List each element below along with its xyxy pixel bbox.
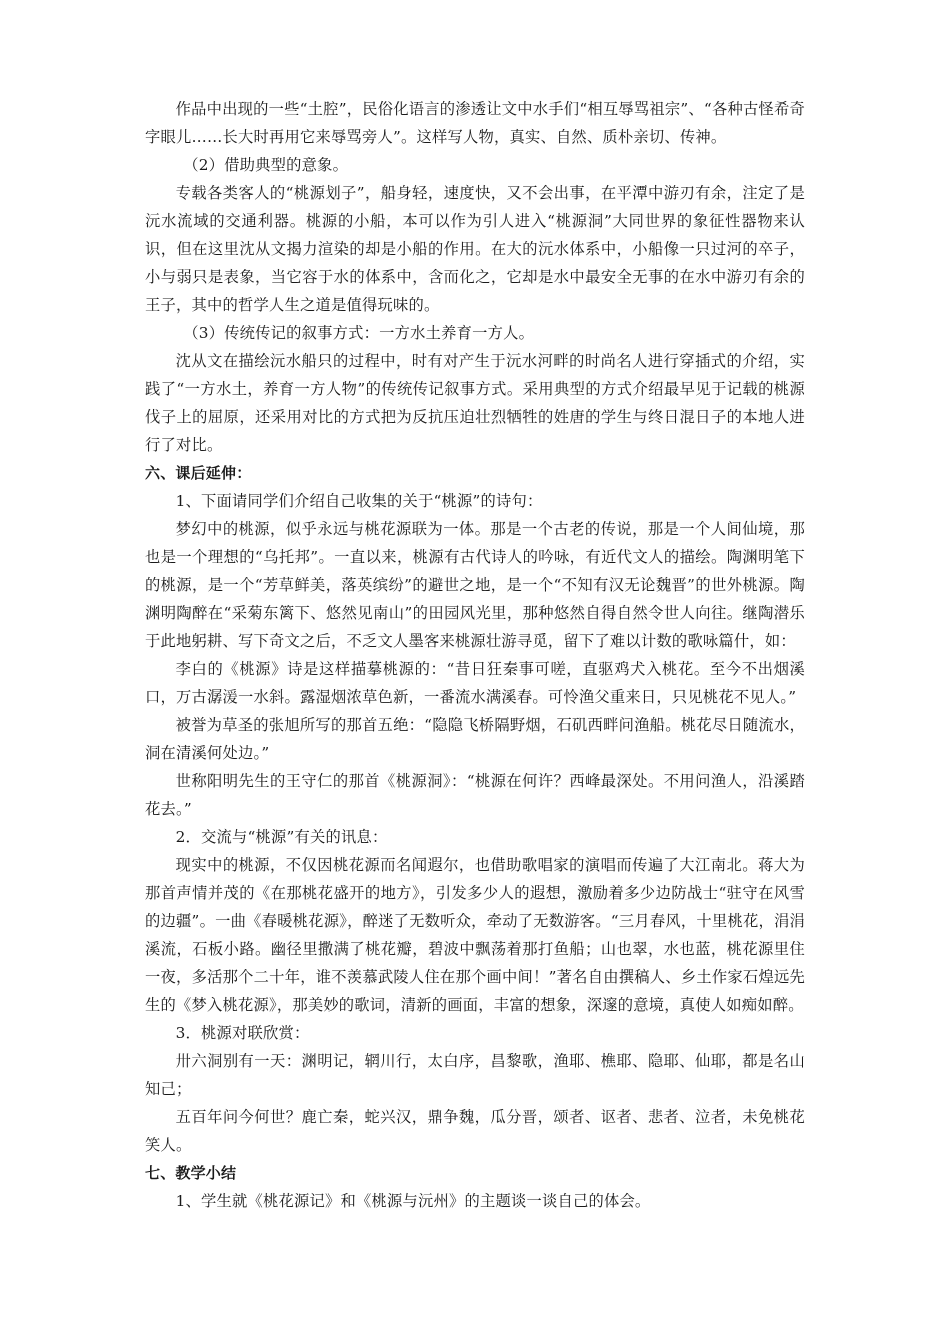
subheading-typical-imagery: （2）借助典型的意象。 (183, 156, 349, 174)
document-body (145, 95, 805, 1215)
paragraph-real-taoyuan: 现实中的桃源，不仅因桃花源而名闻遐尔，也借助歌唱家的演唱而传遍了大江南北。蒋大为那首声情并茂的《在那桃花盛开的地方》，引发多少人的遐想，激励着多少边防战士“驻守在风雪的边疆”。一曲《春暖桃花源》，醉迷了无数听众，牵动了无数游客。“三月春风，十里桃花，涓涓溪流，石板小路。幽径里撒满了桃花瓣，碧波中飘荡着那打鱼船；山也翠，水也蓝，桃花源里住一夜，多活那个二十年，谁不羡慕武陵人住在那个画中间！”著名自由撰稿人、乡土作家石煌远先生的《梦入桃花源》，那美妙的歌词，清新的画面，丰富的想象，深邃的意境，真使人如痴如醉。 (145, 856, 805, 1014)
paragraph-zhang-xu-poem: 被誉为草圣的张旭所写的那首五绝：“隐隐飞桥隔野烟，石矶西畔问渔船。桃花尽日随流水，洞在清溪何处边。” (145, 716, 805, 762)
paragraph-couplet-lower: 五百年问今何世？鹿亡秦，蛇兴汉，鼎争魏，瓜分晋，颂者、讴者、悲者、泣者，未免桃花笑人。 (145, 1108, 805, 1154)
paragraph-wang-shouren-poem: 世称阳明先生的王守仁的那首《桃源洞》：“桃源在何许？西峰最深处。不用问渔人，沿溪踏花去。” (145, 772, 805, 818)
subheading-narrative-style: （3）传统传记的叙事方式：一方水土养育一方人。 (183, 324, 535, 342)
paragraph-dialect-language: 作品中出现的一些“土腔”，民俗化语言的渗透让文中水手们“相互辱骂祖宗”、“各种古怪希奇字眼儿……长大时再用它来辱骂旁人”。这样写人物，真实、自然、质朴亲切、传神。 (145, 100, 805, 146)
paragraph-dream-taoyuan: 梦幻中的桃源，似乎永远与桃花源联为一体。那是一个古老的传说，那是一个人间仙境，那也是一个理想的“乌托邦”。一直以来，桃源有古代诗人的吟咏，有近代文人的描绘。陶渊明笔下的桃源，是一个“芳草鲜美，落英缤纷”的避世之地，是一个“不知有汉无论魏晋”的世外桃源。陶渊明陶醉在“采菊东篱下、悠然见南山”的田园风光里，那种悠然自得自然令世人向往。继陶潜乐于此地躬耕、写下奇文之后，不乏文人墨客来桃源壮游寻觅，留下了难以计数的歌咏篇什，如： (145, 520, 805, 650)
section-heading-extension: 六、课后延伸： (145, 464, 252, 482)
paragraph-task-1: 1、下面请同学们介绍自己收集的关于“桃源”的诗句： (175, 492, 543, 510)
paragraph-task-3: 3．桃源对联欣赏： (175, 1024, 310, 1042)
paragraph-couplet-upper: 卅六洞别有一天：渊明记，辋川行，太白序，昌黎歌，渔耶、樵耶、隐耶、仙耶，都是名山知己； (145, 1052, 805, 1098)
paragraph-taoyuan-boat: 专载各类客人的“桃源划子”，船身轻，速度快，又不会出事，在平潭中游刃有余，注定了是沅水流域的交通利器。桃源的小船，本可以作为引人进入“桃源洞”大同世界的象征性器物来认识，但在这里沈从文揭力渲染的却是小船的作用。在大的沅水体系中，小船像一只过河的卒子，小与弱只是表象，当它容于水的体系中，含而化之，它却是水中最安全无事的在水中游刃有余的王子，其中的哲学人生之道是值得玩味的。 (145, 184, 805, 314)
paragraph-li-bai-poem: 李白的《桃源》诗是这样描摹桃源的：“昔日狂秦事可嗟，直驱鸡犬入桃花。至今不出烟溪口，万古潺湲一水斜。露湿烟浓草色新，一番流水满溪春。可怜渔父重来日，只见桃花不见人。” (145, 660, 805, 706)
section-heading-summary: 七、教学小结 (145, 1164, 237, 1182)
paragraph-summary-task: 1、学生就《桃花源记》和《桃源与沅州》的主题谈一谈自己的体会。 (175, 1192, 651, 1210)
paragraph-task-2: 2．交流与“桃源”有关的讯息： (175, 828, 388, 846)
paragraph-shen-congwen-narration: 沈从文在描绘沅水船只的过程中，时有对产生于沅水河畔的时尚名人进行穿插式的介绍，实践了“一方水土，养育一方人物”的传统传记叙事方式。采用典型的方式介绍最早见于记载的桃源伐子上的屈原，还采用对比的方式把为反抗压迫壮烈牺牲的姓唐的学生与终日混日子的本地人进行了对比。 (145, 352, 805, 454)
